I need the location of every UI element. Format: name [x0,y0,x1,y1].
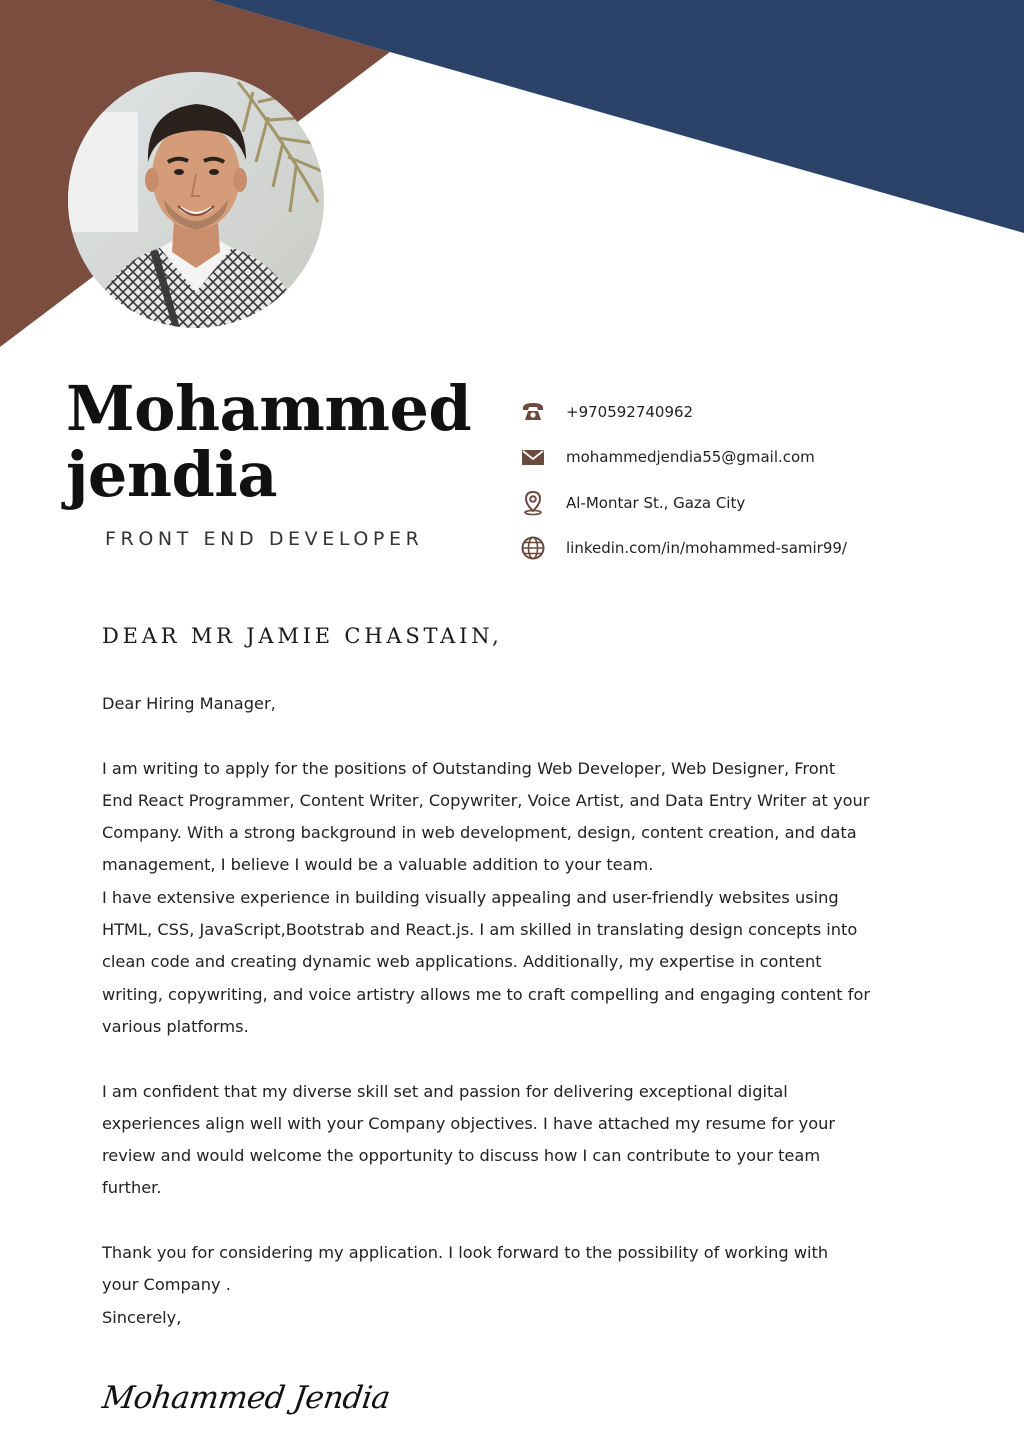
paragraph-gap [102,1205,932,1237]
job-title: FRONT END DEVELOPER [105,528,424,550]
paragraph-3: I am confident that my diverse skill set and passion for delivering exceptional digital experiences align well with your Company objectives. I have attached my resume for your review and would welcome the opportunity to discuss how I can contribute to your team further. [102,1081,836,1198]
profile-photo [68,72,324,328]
recipient-salutation: DEAR MR JAMIE CHASTAIN, [102,624,503,648]
globe-icon [518,533,548,563]
letter-body [102,688,932,1334]
handwritten-signature [100,1374,393,1422]
name-text: Mohammed jendia [66,372,472,511]
email-text[interactable]: mohammedjendia55@gmail.com [566,448,815,467]
email-icon [518,442,548,472]
paragraph-2: I have extensive experience in building visually appealing and user-friendly websites using HTML, CSS, JavaScript,Bootstrab and React.js. I am skilled in translating design concepts into clean code and creating dynamic web applications. Additionally, my expertise in content writing, copywriting, and voice artistry allows me to craft compelling and engaging content for various platforms. [102,887,871,1036]
contact-email [518,435,998,481]
paragraph-4: Thank you for considering my application. I look forward to the possibility of working with your Company . [102,1243,829,1295]
address-text: Al-Montar St., Gaza City [566,493,746,512]
greeting-line: Dear Hiring Manager, [102,694,276,713]
paragraph-gap [102,720,932,752]
location-icon [518,488,548,518]
contact-website [518,526,998,572]
applicant-name [66,372,472,511]
contact-list [518,389,998,571]
closing-line: Sincerely, [102,1307,182,1327]
contact-address [518,480,998,526]
contact-phone [518,389,998,435]
paragraph-1: I am writing to apply for the positions of Outstanding Web Developer, Web Designer, Front End React Programmer, Content Writer, Copywriter, Voice Artist, and Data Entry Writer at your Company. With a strong background in web development, design, content creation, and data management, I believe I would be a valuable addition to your team. [102,758,870,875]
paragraph-gap [102,1043,932,1075]
navy-banner [210,0,1024,233]
phone-text[interactable]: +970592740962 [566,402,694,421]
svg-text:Mohammed Jendia: Mohammed Jendia [100,1380,393,1416]
phone-icon [518,397,548,427]
website-link[interactable]: linkedin.com/in/mohammed-samir99/ [566,539,847,558]
